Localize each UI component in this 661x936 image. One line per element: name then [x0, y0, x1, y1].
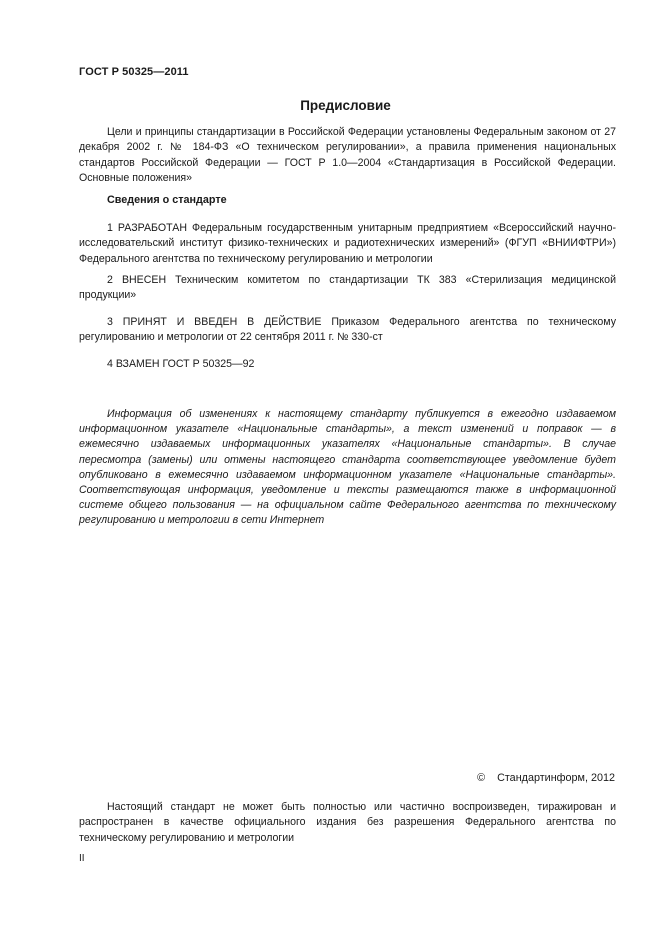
- footer-notice-block: [79, 800, 616, 846]
- copyright-text: Стандартинформ, 2012: [497, 772, 615, 784]
- intro-paragraph: Цели и принципы стандартизации в Российской Федерации установлены Федеральным законом от 27 декабря 2002 г. № 184-ФЗ «О техническом регулировании», а правила применения национальных стандартов Российской Федерации — ГОСТ Р 1.0—2004 «Стандартизация в Российской Федерации. Основные положения»: [79, 126, 616, 184]
- list-item: 3 ПРИНЯТ И ВВЕДЕН В ДЕЙСТВИЕ Приказом Федерального агентства по техническому регулированию и метрологии от 22 сентября 2011 г. № 330-ст: [79, 316, 616, 344]
- info-heading: Сведения о стандарте: [107, 194, 227, 206]
- notice-paragraph: Информация об изменениях к настоящему стандарту публикуется в ежегодно издаваемом информационном указателе «Национальные стандарты», а текст изменений и поправок — в ежемесячно издаваемых информационных указателях «Национальные стандарты». В случае пересмотра (замены) или отмены настоящего стандарта соответствующее уведомление будет опубликовано в ежемесячно издаваемом информационном указателе «Национальные стандарты». Соответствующая информация, уведомление и тексты размещаются также в информационной системе общего пользования — на официальном сайте Федерального агентства по техническому регулированию и метрологии в сети Интернет: [79, 408, 616, 527]
- document-code: ГОСТ Р 50325—2011: [79, 66, 189, 78]
- list-item: 4 ВЗАМЕН ГОСТ Р 50325—92: [107, 358, 255, 370]
- list-item: 1 РАЗРАБОТАН Федеральным государственным унитарным предприятием «Всероссийский научно-исследовательский институт физико-технических и радиотехнических измерений» (ФГУП «ВНИИФТРИ») Федерального агентства по техническому регулированию и метрологии: [79, 222, 616, 265]
- notice-block: [79, 407, 616, 529]
- footer-notice: Настоящий стандарт не может быть полностью или частично воспроизведен, тиражирован и распространен в качестве официального издания без разрешения Федерального агентства по техническому регулированию и метрологии: [79, 801, 616, 844]
- item-1-block: [79, 221, 616, 267]
- item-4-block: [79, 357, 616, 372]
- item-2-block: [79, 273, 616, 304]
- copyright-line: [477, 772, 615, 784]
- page-number: II: [79, 853, 85, 864]
- page-title: Предисловие: [300, 98, 391, 113]
- item-3-block: [79, 315, 616, 346]
- intro-paragraph-block: [79, 125, 616, 186]
- list-item: 2 ВНЕСЕН Техническим комитетом по стандартизации ТК 383 «Стерилизация медицинской продукции»: [79, 274, 616, 302]
- copyright-symbol: ©: [477, 772, 486, 784]
